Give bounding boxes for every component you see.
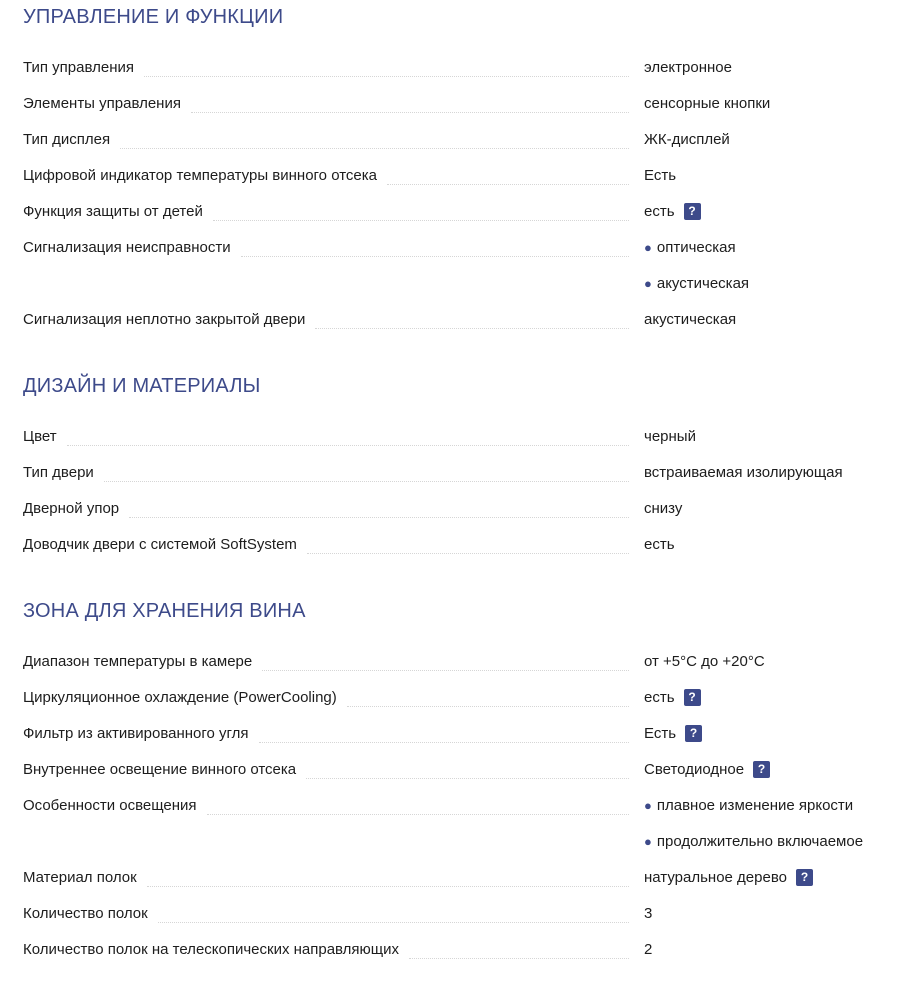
spec-value: электронное	[644, 58, 732, 76]
help-icon[interactable]: ?	[753, 761, 770, 778]
dotted-leader	[409, 958, 629, 959]
spec-row	[23, 193, 883, 229]
dotted-leader	[191, 112, 629, 113]
spec-value: сенсорные кнопки	[644, 94, 771, 112]
dotted-leader	[144, 76, 629, 77]
spec-value: плавное изменение яркости	[656, 796, 854, 814]
spec-list	[23, 418, 883, 562]
spec-value: оптическая	[656, 238, 736, 256]
section-title: УПРАВЛЕНИЕ И ФУНКЦИИ	[23, 6, 284, 28]
spec-row	[23, 121, 883, 157]
section-title: ЗОНА ДЛЯ ХРАНЕНИЯ ВИНА	[23, 600, 306, 622]
spec-value: продолжительно включаемое	[656, 832, 864, 850]
section-wine-zone	[23, 599, 883, 958]
dotted-leader	[259, 742, 629, 743]
bullet-icon: ●	[644, 833, 652, 849]
bullet-icon: ●	[644, 797, 652, 813]
spec-list	[23, 49, 883, 337]
dotted-leader	[307, 553, 629, 554]
spec-value: 2	[644, 940, 653, 958]
spec-label: Циркуляционное охлаждение (PowerCooling)	[23, 689, 347, 706]
dotted-leader	[315, 328, 629, 329]
spec-row	[23, 454, 883, 490]
spec-label: Фильтр из активированного угля	[23, 725, 259, 742]
spec-label: Элементы управления	[23, 95, 191, 112]
dotted-leader	[129, 517, 629, 518]
help-icon[interactable]: ?	[685, 725, 702, 742]
spec-label: Особенности освещения	[23, 797, 207, 814]
spec-row	[23, 715, 883, 751]
spec-value: есть	[644, 535, 675, 553]
spec-value: 3	[644, 904, 653, 922]
bullet-icon: ●	[644, 275, 652, 291]
spec-value: акустическая	[644, 310, 737, 328]
spec-row	[23, 751, 883, 787]
dotted-leader	[387, 184, 629, 185]
spec-row	[23, 526, 883, 562]
dotted-leader	[306, 778, 629, 779]
spec-label: Диапазон температуры в камере	[23, 653, 262, 670]
help-icon[interactable]: ?	[796, 869, 813, 886]
spec-label: Материал полок	[23, 869, 147, 886]
spec-row	[23, 643, 883, 679]
spec-row	[23, 418, 883, 454]
help-icon[interactable]: ?	[684, 203, 701, 220]
dotted-leader	[213, 220, 629, 221]
spec-value: есть	[644, 688, 675, 706]
spec-label: Цифровой индикатор температуры винного отсека	[23, 167, 387, 184]
spec-row	[23, 490, 883, 526]
spec-label: Цвет	[23, 428, 67, 445]
dotted-leader	[207, 814, 629, 815]
spec-label: Тип дисплея	[23, 131, 120, 148]
spec-value: есть	[644, 202, 675, 220]
spec-value: Светодиодное	[644, 760, 745, 778]
spec-label: Тип двери	[23, 464, 104, 481]
spec-row	[23, 859, 883, 895]
spec-value: Есть	[644, 166, 677, 184]
spec-label: Доводчик двери с системой SoftSystem	[23, 536, 307, 553]
spec-row	[23, 787, 883, 823]
spec-value: встраиваемая изолирующая	[644, 463, 843, 481]
spec-list	[23, 643, 883, 967]
spec-row	[23, 895, 883, 931]
dotted-leader	[241, 256, 629, 257]
spec-row	[23, 679, 883, 715]
spec-row	[23, 931, 883, 967]
dotted-leader	[147, 886, 629, 887]
section-controls	[23, 5, 883, 328]
spec-row	[23, 265, 883, 301]
spec-label: Внутреннее освещение винного отсека	[23, 761, 306, 778]
dotted-leader	[104, 481, 629, 482]
spec-row	[23, 301, 883, 337]
section-title: ДИЗАЙН И МАТЕРИАЛЫ	[23, 375, 261, 397]
spec-value: акустическая	[656, 274, 750, 292]
spec-label: Количество полок на телескопических направляющих	[23, 941, 409, 958]
dotted-leader	[347, 706, 629, 707]
spec-row	[23, 823, 883, 859]
spec-label: Функция защиты от детей	[23, 203, 213, 220]
spec-label: Тип управления	[23, 59, 144, 76]
spec-value: от +5°C до +20°C	[644, 652, 765, 670]
dotted-leader	[120, 148, 629, 149]
section-design	[23, 374, 883, 553]
help-icon[interactable]: ?	[684, 689, 701, 706]
spec-value: натуральное дерево	[644, 868, 787, 886]
spec-row	[23, 85, 883, 121]
spec-row	[23, 157, 883, 193]
spec-value: Есть	[644, 724, 677, 742]
spec-value: ЖК-дисплей	[644, 130, 730, 148]
spec-row	[23, 49, 883, 85]
spec-row	[23, 229, 883, 265]
dotted-leader	[262, 670, 629, 671]
spec-label: Сигнализация неисправности	[23, 239, 241, 256]
spec-label: Количество полок	[23, 905, 158, 922]
dotted-leader	[158, 922, 629, 923]
spec-label: Сигнализация неплотно закрытой двери	[23, 311, 315, 328]
bullet-icon: ●	[644, 239, 652, 255]
spec-value: снизу	[644, 499, 683, 517]
dotted-leader	[67, 445, 629, 446]
spec-value: черный	[644, 427, 696, 445]
spec-label: Дверной упор	[23, 500, 129, 517]
